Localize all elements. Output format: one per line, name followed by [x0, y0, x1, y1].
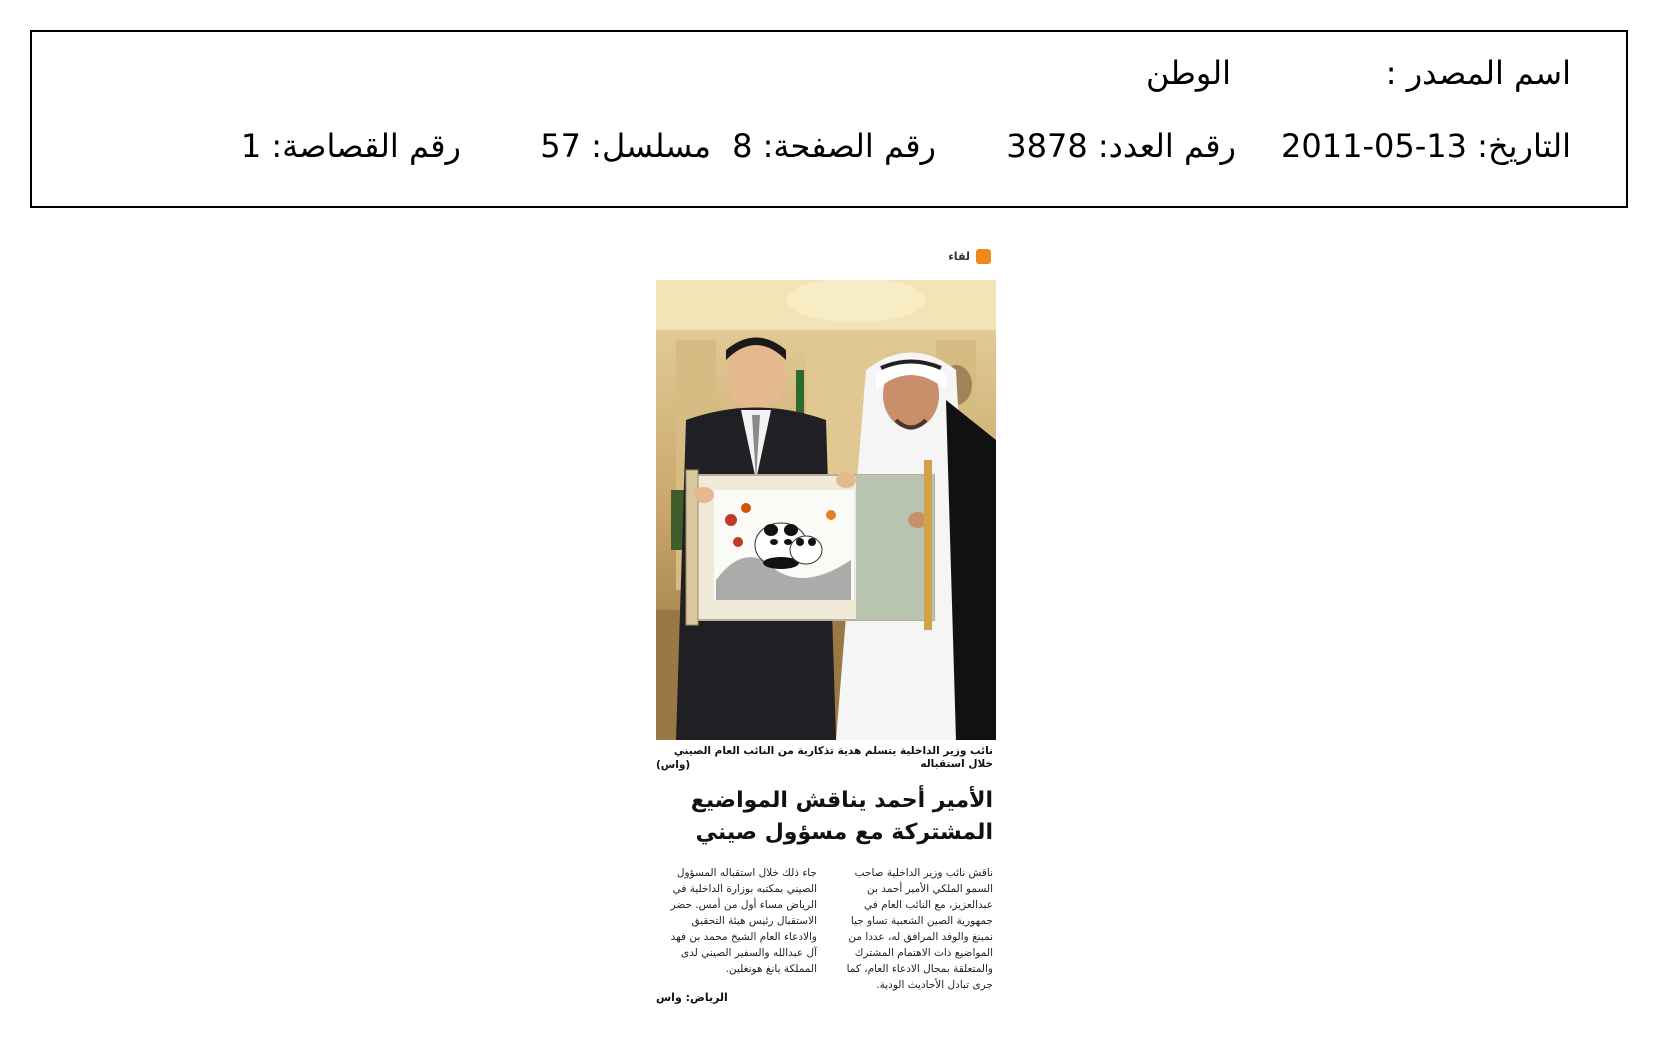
source-label: اسم المصدر : [1385, 54, 1571, 92]
article-body-column-1: ناقش نائب وزير الداخلية صاحب السمو الملكي الأمير أحمد بن عبدالعزيز، مع النائب العام في جمهورية الصين الشعبية تساو جيا نمينغ والوفد المرافق له، عددا من المواضيع ذات الاهتمام المشترك والمتعلقة بمجال الادعاء العام، كما جرى تبادل الأحاديث الودية. [846, 867, 993, 991]
newspaper-clipping [652, 245, 997, 1015]
clip-number-field: رقم القصاصة: 1 [240, 127, 461, 165]
clipping-metadata-box [30, 30, 1628, 208]
section-square-icon [976, 249, 991, 264]
section-tag [948, 249, 991, 264]
article-byline: الرياض: واس [656, 991, 728, 1004]
photo-caption: نائب وزير الداخلية يتسلم هدية تذكارية من النائب العام الصيني خلال استقباله [673, 745, 993, 770]
source-value: الوطن [1146, 54, 1231, 92]
article-photo [656, 280, 996, 740]
article-body-column-2: جاء ذلك خلال استقباله المسؤول الصيني بمكتبه بوزارة الداخلية في الرياض مساء أول من أمس. حضر الاستقبال رئيس هيئة التحقيق والادعاء العام الشيخ محمد بن فهد آل عبدالله والسفير الصيني لدى المملكة يانغ هونغلين. [670, 867, 817, 975]
section-tag-label: لقاء [948, 250, 970, 263]
page-number-field: رقم الصفحة: 8 [732, 127, 936, 165]
article-headline: الأمير أحمد يناقش المواضيع المشتركة مع مسؤول صيني [690, 788, 993, 845]
issue-number-field: رقم العدد: 3878 [1006, 127, 1236, 165]
photo-credit: (واس) [656, 759, 691, 771]
date-field: التاريخ: 13-05-2011 [1281, 127, 1571, 165]
serial-field: مسلسل: 57 [540, 127, 711, 165]
